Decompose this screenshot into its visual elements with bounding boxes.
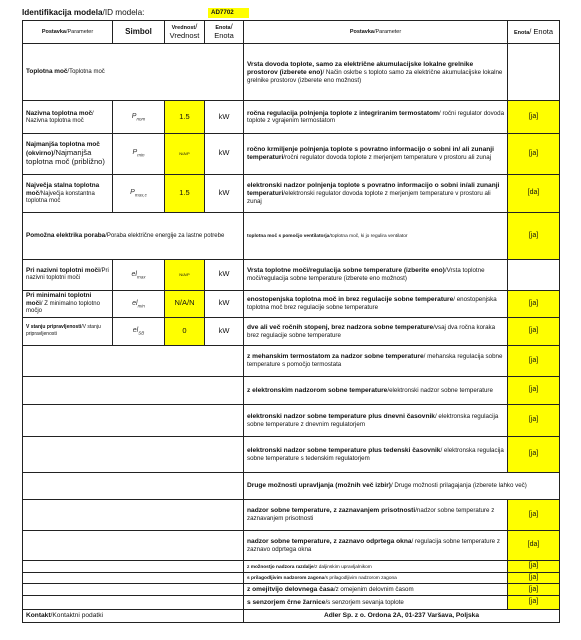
right-row-label: elektronski nadzor sobne temperature plus tedenski časovnik/ elektronska regulacija sobne temperature s tedenskim regulatorjem: [244, 437, 508, 473]
empty-left-cell: [23, 404, 244, 437]
auxiliary-consumption-label: Pomožna elektrika poraba/Poraba električne energije za lastne potrebe: [23, 213, 244, 260]
contact-row: [23, 609, 560, 622]
table-row: [23, 101, 560, 134]
unit-cell: kW: [205, 133, 244, 174]
model-identification: Identifikacija modela/ID modela:: [22, 8, 145, 17]
right-row-option: [ja]: [508, 437, 560, 473]
table-row: [23, 561, 560, 572]
table-row: [23, 437, 560, 473]
right-row-option-empty: [508, 260, 560, 291]
right-row-label: dve ali več ročnih stopenj, brez nadzora sobne temperature/vsaj dva ročna koraka brez regulacije sobne temperature: [244, 318, 508, 345]
model-code: AD7702: [208, 8, 249, 18]
right-row-option: [ja]: [508, 290, 560, 317]
unit-cell: kW: [205, 101, 244, 134]
right-row-label: s senzorjem črne žarnice/s senzorjem sevanja toplote: [244, 596, 508, 609]
contact-label: Kontakt/Kontaktni podatki: [23, 609, 244, 622]
value-cell: N/A/P: [165, 133, 205, 174]
col-header-parameter: Postavka/Parameter: [23, 21, 113, 44]
table-row: [23, 345, 560, 377]
right-row-option: [ja]: [508, 596, 560, 609]
empty-left-cell: [23, 530, 244, 561]
right-row-label: Vrsta toplotne moči/regulacija sobne temperature (izberite eno)/Vrsta toplotne moči/regulacija sobne temperature (izberete eno možnost): [244, 260, 508, 291]
right-row-option: [ja]: [508, 572, 560, 583]
unit-cell: kW: [205, 260, 244, 291]
header-row: [23, 21, 560, 44]
right-row-label: s prilagodljivim nadzorom zagona/s prilagodljivim nadzorom zagona: [244, 572, 508, 583]
right-row-label: elektronski nadzor sobne temperature plus dnevni časovnik/ elektronska regulacija sobne temperature z dnevnim regulatorjem: [244, 404, 508, 437]
value-cell: N/A/N: [165, 290, 205, 317]
right-row-label: toplotna moč s pomočjo ventilatorja/toplotna moč, ki jo regulira ventilator: [244, 213, 508, 260]
table-row: [23, 500, 560, 531]
left-row-label: Najmanjša toplotna moč (okvirno)/Najmanjša toplotna moč (približno): [23, 133, 113, 174]
empty-left-cell: [23, 377, 244, 404]
heat-output-section-label: Toplotna moč/Toplotna moč: [23, 44, 244, 101]
right-row-label: elektronski nadzor polnjenja toplote s povratno informacijo o sobni in/ali zunanji temperaturi/elektronski regulator dovoda toplote z merjenjem temperature v prostoru ali zunaj: [244, 174, 508, 213]
table-row: [23, 404, 560, 437]
left-row-label: V stanju pripravljenosti/V stanju pripravljenosti: [23, 318, 113, 345]
left-row-label: Največja stalna toplotna moč/Največja konstantna toplotna moč: [23, 174, 113, 213]
left-row-label: Pri nazivni toplotni moči/Pri nazivni toplotni moči: [23, 260, 113, 291]
table-row: [23, 318, 560, 345]
empty-left-cell: [23, 561, 244, 572]
col-header-unit-right: Enota/ Enota: [508, 21, 560, 44]
col-header-parameter-right: Postavka/Parameter: [244, 21, 508, 44]
specification-table: [22, 20, 560, 623]
col-header-unit: Enota/ Enota: [205, 21, 244, 44]
right-row-label: Vrsta dovoda toplote, samo za električne akumulacijske lokalne grelnike prostorov (izberete eno)/ Način oskrbe s toploto samo za električne akumulacijske lokalne grelnike prostorov (izberete eno možnost): [244, 44, 508, 101]
other-control-options-heading: Druge možnosti upravljanja (možnih več izbir)/ Druge možnosti prilagajanja (izberete lahko več): [244, 472, 560, 499]
right-row-option: [ja]: [508, 345, 560, 377]
right-row-option: [ja]: [508, 133, 560, 174]
right-row-label: z mehanskim termostatom za nadzor sobne temperature/ mehanska regulacija sobne temperature s pomočjo termostata: [244, 345, 508, 377]
right-row-option: [ja]: [508, 500, 560, 531]
table-row: [23, 213, 560, 260]
right-row-option: [ja]: [508, 318, 560, 345]
empty-left-cell: [23, 472, 244, 499]
right-row-label: z možnostjo nadzora razdalje/z daljinskim upravljalnikom: [244, 561, 508, 572]
table-row: [23, 377, 560, 404]
right-row-option: [ja]: [508, 213, 560, 260]
right-row-label: ročna regulacija polnjenja toplote z integriranim termostatom/ ročni regulator dovoda toplote z vgrajenim termostatom: [244, 101, 508, 134]
right-row-label: ročno krmiljenje polnjenja toplote s povratno informacijo o sobni in/ ali zunanji temperaturi/ročni regulator dovoda toplote z merjenjem temperature v prostoru ali zunaj: [244, 133, 508, 174]
right-row-label: nadzor sobne temperature, z zaznavo odprtega okna/ regulacija sobne temperature z zaznavo odprtega okna: [244, 530, 508, 561]
table-row: [23, 572, 560, 583]
table-row: [23, 290, 560, 317]
symbol-cell: $el_{max}$: [113, 260, 165, 291]
value-cell: 0: [165, 318, 205, 345]
right-row-option: [ja]: [508, 561, 560, 572]
right-row-option: [ja]: [508, 404, 560, 437]
right-row-option: [da]: [508, 174, 560, 213]
symbol-cell: $P_{max,c}$: [113, 174, 165, 213]
table-row: [23, 133, 560, 174]
contact-address: Adler Sp. z o. Ordona 2A, 01-237 Varšava, Poljska: [244, 609, 560, 622]
empty-left-cell: [23, 345, 244, 377]
symbol-cell: $P_{nom}$: [113, 101, 165, 134]
value-cell: 1.5: [165, 174, 205, 213]
empty-left-cell: [23, 437, 244, 473]
empty-left-cell: [23, 500, 244, 531]
table-row: [23, 596, 560, 609]
left-row-label: Nazivna toplotna moč/ Nazivna toplotna moč: [23, 101, 113, 134]
unit-cell: kW: [205, 174, 244, 213]
table-row: [23, 260, 560, 291]
symbol-cell: $P_{min}$: [113, 133, 165, 174]
right-row-option: [da]: [508, 530, 560, 561]
right-row-option: [ja]: [508, 101, 560, 134]
empty-left-cell: [23, 584, 244, 596]
symbol-cell: $el_{SB}$: [113, 318, 165, 345]
right-row-label: nadzor sobne temperature, z zaznavanjem prisotnosti/nadzor sobne temperature z zaznavanjem prisotnosti: [244, 500, 508, 531]
empty-left-cell: [23, 572, 244, 583]
unit-cell: kW: [205, 318, 244, 345]
right-row-label: z elektronskim nadzorom sobne temperature/elektronski nadzor sobne temperature: [244, 377, 508, 404]
symbol-cell: $el_{min}$: [113, 290, 165, 317]
unit-cell: kW: [205, 290, 244, 317]
table-row: [23, 584, 560, 596]
right-row-label: z omejitvijo delovnega časa/z omejenim delovnim časom: [244, 584, 508, 596]
left-row-label: Pri minimalni toplotni moči/ Z minimalno toplotno močjo: [23, 290, 113, 317]
table-row: [23, 530, 560, 561]
right-row-option-empty: [508, 44, 560, 101]
table-row: [23, 174, 560, 213]
col-header-value: Vrednost/ Vrednost: [165, 21, 205, 44]
value-cell: N/A/P: [165, 260, 205, 291]
empty-left-cell: [23, 596, 244, 609]
right-row-label: enostopenjska toplotna moč in brez regulacije sobne temperature/ enostopenjska toplotna moč brez regulacije sobne temperature: [244, 290, 508, 317]
value-cell: 1.5: [165, 101, 205, 134]
table-row: [23, 472, 560, 499]
col-header-symbol: Simbol: [113, 21, 165, 44]
right-row-option: [ja]: [508, 377, 560, 404]
right-row-option: [ja]: [508, 584, 560, 596]
table-row: [23, 44, 560, 101]
